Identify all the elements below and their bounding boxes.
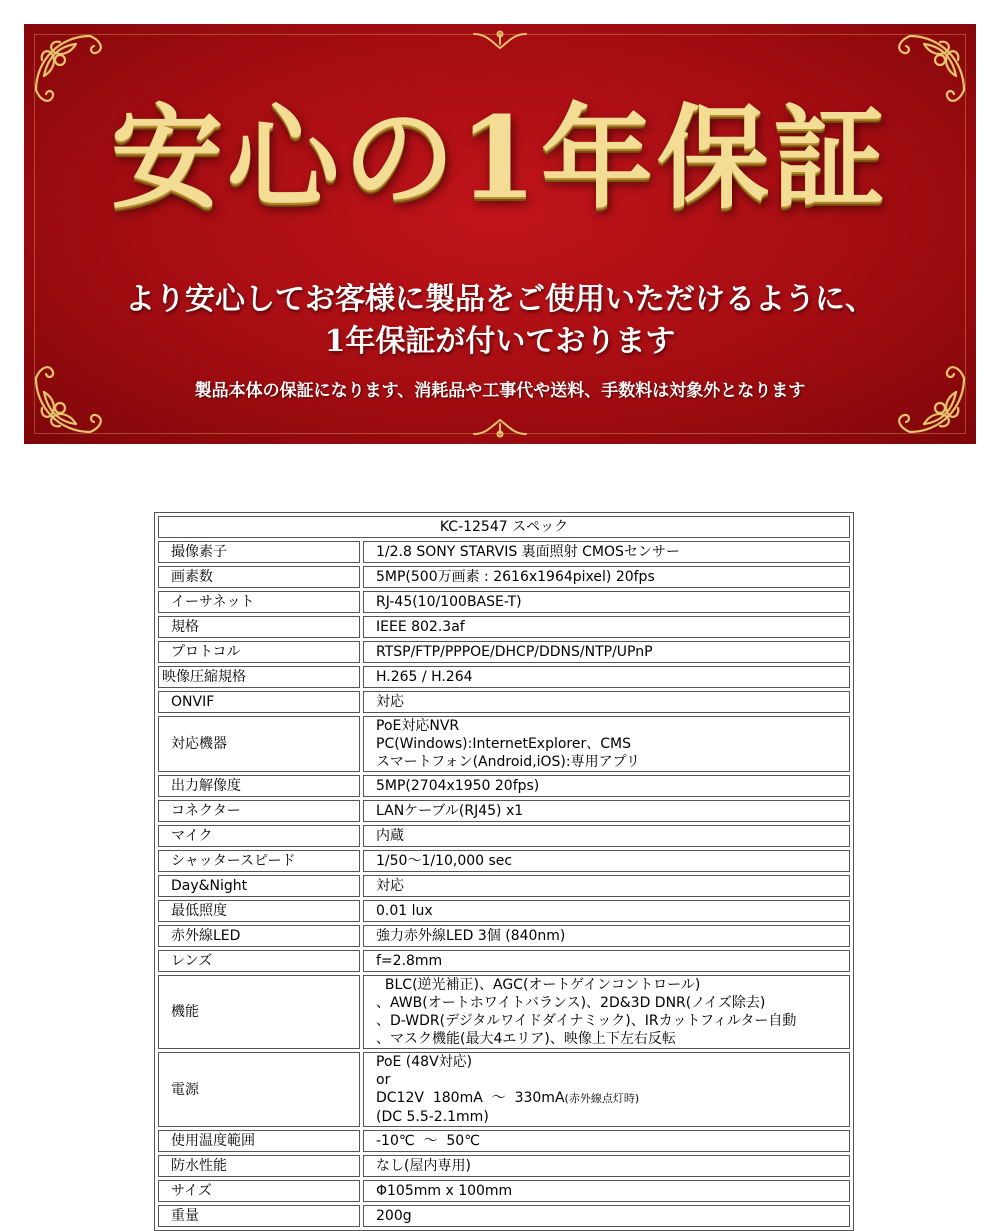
row-label: サイズ bbox=[158, 1180, 360, 1202]
table-row bbox=[158, 641, 850, 663]
table-row bbox=[158, 1155, 850, 1177]
row-value: なし(屋内専用) bbox=[363, 1155, 850, 1177]
table-row bbox=[158, 900, 850, 922]
row-label: ONVIF bbox=[158, 691, 360, 713]
value-line: スマートフォン(Android,iOS):専用アプリ bbox=[376, 754, 641, 770]
table-row bbox=[158, 850, 850, 872]
row-value: 0.01 lux bbox=[363, 900, 850, 922]
table-row bbox=[158, 825, 850, 847]
row-value: LANケーブル(RJ45) x1 bbox=[363, 800, 850, 822]
row-label: 重量 bbox=[158, 1205, 360, 1227]
table-row bbox=[158, 800, 850, 822]
row-value: IEEE 802.3af bbox=[363, 616, 850, 638]
table-row bbox=[158, 925, 850, 947]
row-value: RTSP/FTP/PPPOE/DHCP/DDNS/NTP/UPnP bbox=[363, 641, 850, 663]
row-value: 1/2.8 SONY STARVIS 裏面照射 CMOSセンサー bbox=[363, 541, 850, 563]
value-line: BLC(逆光補正)、AGC(オートゲインコントロール) bbox=[376, 977, 701, 993]
table-row bbox=[158, 1052, 850, 1127]
table-caption-row bbox=[158, 516, 850, 538]
table-row bbox=[158, 1205, 850, 1227]
row-value: 5MP(500万画素 : 2616x1964pixel) 20fps bbox=[363, 566, 850, 588]
banner-lead-line-1: より安心してお客様に製品をご使用いただけるように、 bbox=[125, 282, 875, 317]
value-line: or bbox=[376, 1072, 391, 1088]
value-line bbox=[376, 1089, 845, 1108]
row-value: 5MP(2704x1950 20fps) bbox=[363, 775, 850, 797]
value-line: 、マスク機能(最大4エリア)、映像上下左右反転 bbox=[376, 1031, 676, 1047]
table-row bbox=[158, 691, 850, 713]
table-row bbox=[158, 566, 850, 588]
table-row bbox=[158, 1130, 850, 1152]
row-label: 電源 bbox=[158, 1052, 360, 1127]
row-value bbox=[363, 975, 850, 1049]
row-label: 対応機器 bbox=[158, 716, 360, 772]
table-row bbox=[158, 541, 850, 563]
row-value: 1/50〜1/10,000 sec bbox=[363, 850, 850, 872]
row-label: 画素数 bbox=[158, 566, 360, 588]
row-label: 映像圧縮規格 bbox=[158, 666, 360, 688]
row-label: イーサネット bbox=[158, 591, 360, 613]
warranty-banner bbox=[24, 24, 976, 444]
row-value: Φ105mm x 100mm bbox=[363, 1180, 850, 1202]
ornament-top-icon bbox=[470, 30, 530, 52]
row-label: 規格 bbox=[158, 616, 360, 638]
row-label: 使用温度範囲 bbox=[158, 1130, 360, 1152]
row-value: -10℃ 〜 50℃ bbox=[363, 1130, 850, 1152]
table-row bbox=[158, 875, 850, 897]
banner-note: 製品本体の保証になります、消耗品や工事代や送料、手数料は対象外となります bbox=[194, 381, 806, 401]
row-value: 内蔵 bbox=[363, 825, 850, 847]
row-value: 強力赤外線LED 3個 (840nm) bbox=[363, 925, 850, 947]
table-row bbox=[158, 591, 850, 613]
value-line: PoE (48V対応) bbox=[376, 1054, 473, 1070]
row-label: 撮像素子 bbox=[158, 541, 360, 563]
row-value: f=2.8mm bbox=[363, 950, 850, 972]
row-value: 対応 bbox=[363, 875, 850, 897]
row-value bbox=[363, 716, 850, 772]
row-value: 200g bbox=[363, 1205, 850, 1227]
table-row bbox=[158, 616, 850, 638]
row-value: RJ-45(10/100BASE-T) bbox=[363, 591, 850, 613]
ornament-bottom-icon bbox=[470, 416, 530, 438]
table-row bbox=[158, 775, 850, 797]
table-row bbox=[158, 666, 850, 688]
row-value bbox=[363, 1052, 850, 1127]
row-label: プロトコル bbox=[158, 641, 360, 663]
table-row bbox=[158, 716, 850, 772]
row-label: 赤外線LED bbox=[158, 925, 360, 947]
row-label: Day&Night bbox=[158, 875, 360, 897]
row-label: レンズ bbox=[158, 950, 360, 972]
row-label: シャッタースピード bbox=[158, 850, 360, 872]
banner-lead-line-2: 1年保証が付いております bbox=[324, 324, 676, 359]
table-caption: KC-12547 スペック bbox=[158, 516, 850, 538]
row-value: 対応 bbox=[363, 691, 850, 713]
value-line: 、D-WDR(デジタルワイドダイナミック)、IRカットフィルター自動 bbox=[376, 1013, 797, 1029]
banner-title: 安心の1年保証 bbox=[111, 93, 889, 224]
row-label: コネクター bbox=[158, 800, 360, 822]
value-text: DC12V 180mA 〜 330mA bbox=[376, 1090, 565, 1106]
row-label: マイク bbox=[158, 825, 360, 847]
value-line: 、AWB(オートホワイトバランス)、2D&3D DNR(ノイズ除去) bbox=[376, 995, 766, 1011]
value-line: PoE対応NVR bbox=[376, 718, 460, 734]
table-row bbox=[158, 1180, 850, 1202]
table-row bbox=[158, 950, 850, 972]
value-line: (DC 5.5-2.1mm) bbox=[376, 1109, 489, 1125]
row-label: 出力解像度 bbox=[158, 775, 360, 797]
value-line: PC(Windows):InternetExplorer、CMS bbox=[376, 736, 631, 752]
value-note: (赤外線点灯時) bbox=[564, 1092, 640, 1105]
table-row bbox=[158, 975, 850, 1049]
row-value: H.265 / H.264 bbox=[363, 666, 850, 688]
row-label: 機能 bbox=[158, 975, 360, 1049]
row-label: 最低照度 bbox=[158, 900, 360, 922]
spec-table bbox=[154, 512, 854, 1231]
row-label: 防水性能 bbox=[158, 1155, 360, 1177]
